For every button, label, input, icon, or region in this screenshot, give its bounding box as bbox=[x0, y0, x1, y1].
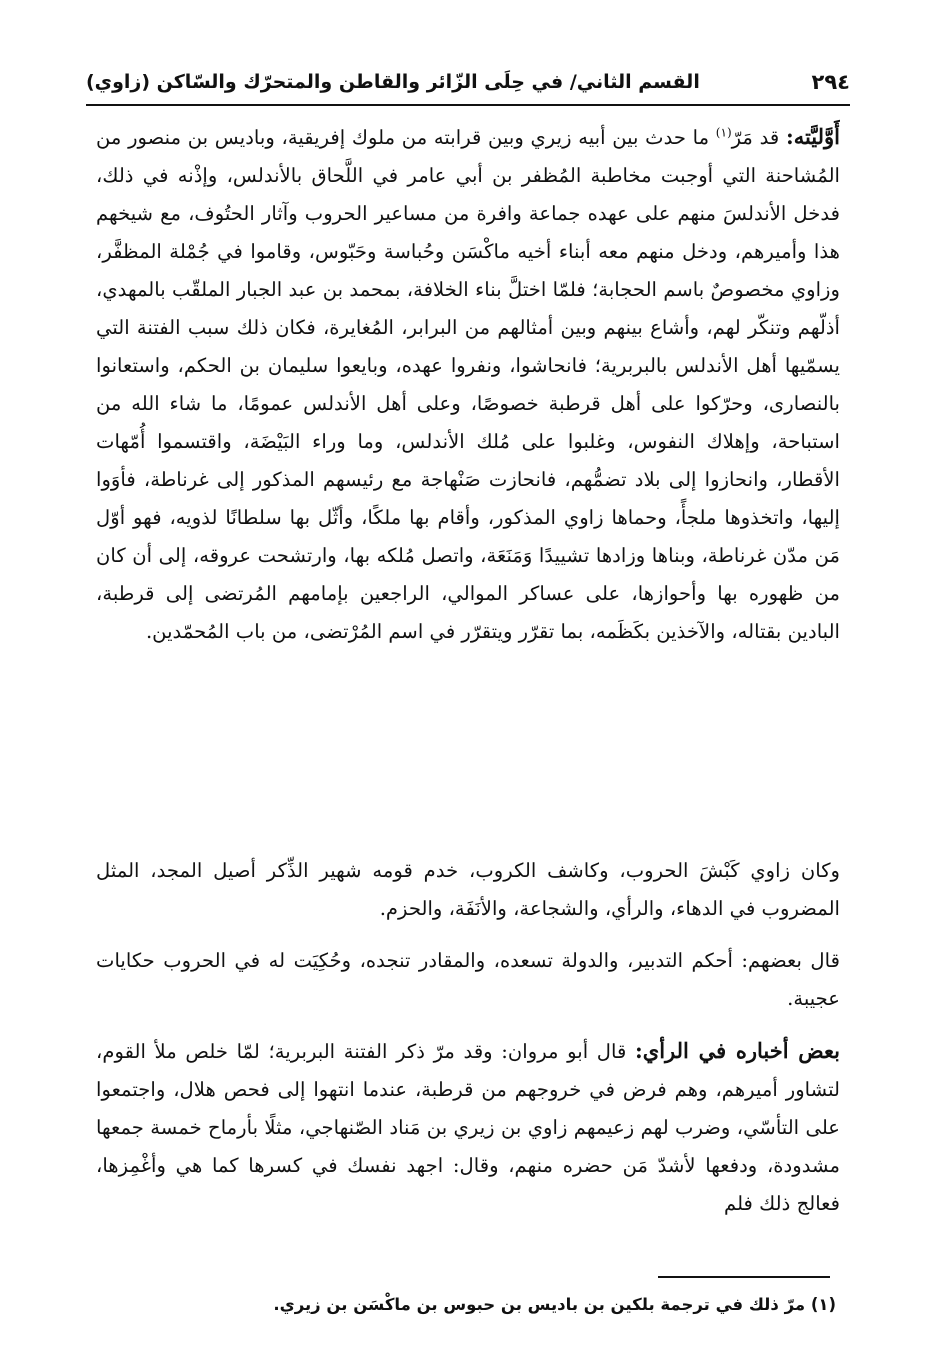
paragraph-text: قال أبو مروان: وقد مرّ ذكر الفتنة البربرية؛ لمّا خلص ملأ القوم، لتشاور أميرهم، وهم فرض في خروجهم من قرطبة، عندما انتهوا إلى فحص هلال، واجتمعوا على التأسّي، وضرب لهم زعيمهم زاوي بن زيري بن مَناد الصّنهاجي، مثلًا بأرماح خمسة جمعها مشدودة، ودفعها لأشدّ مَن حضره منهم، وقال: اجهد نفسك في كسرها كما هي وأغْمِزها، فعالج ذلك فلم bbox=[96, 1040, 840, 1215]
section-heading-news: بعض أخباره في الرأي: bbox=[635, 1038, 840, 1063]
footnote-marker: (١) bbox=[810, 1295, 836, 1314]
paragraph-text: ما حدث بين أبيه زيري وبين قرابته من ملوك إفريقية، وباديس بن منصور من المُشاحنة التي أوجبت مخاطبة المُظفر بن أبي عامر في اللَّحاق بالأندلس، وإذْنه في ذلك، فدخل الأندلسَ منهم على عهده جماعة وافرة من مساعير الحروب وآثار الحتُوف، مع شيخهم هذا وأميرهم، ودخل منهم معه أبناء أخيه ماكْسَن وحُباسة وحَبّوس، وقاموا في جُمْلة المظفَّر، وزاوي مخصوصٌ باسم الحجابة؛ فلمّا اختلَّ بناء الخلافة، بمحمد بن عبد الجبار الملقّب بالمهدي، أذلّهم وتنكّر لهم، وأشاع بينهم وبين أمثالهم من البرابر، المُغايرة، فكان ذلك سبب الفتنة التي يسمّيها أهل الأندلس بالبربرية؛ فانحاشوا، ونفروا عهده، وبايعوا سليمان بن الحكم، واستعانوا بالنصارى، وحرّكوا على أهل قرطبة خصوصًا، وعلى أهل الأندلس عمومًا، ما شاء الله من استباحة، وإهلاك النفوس، وغلبوا على مُلك الأندلس، وما وراء البَيْضَة، واقتسموا أُمّهات الأقطار، وانحازوا إلى بلاد تضمُّهم، فانحازت صَنْهاجة مع رئيسهم المذكور إلى غرناطة، فأوَوا إليها، واتخذوها ملجأً، وحماها زاوي المذكور، وأقام بها ملكًا، وأثّل بها سلطانًا لذويه، فهو أوّل مَن مدّن غرناطة، وبناها وزادها تشييدًا وَمَنَعَة، واتصل مُلكه بها، وارتشحت عروقه، إلى أن كان من ظهوره بها وأحوازها، على عساكر الموالي، الراجعين بإمامهم المُرتضى إلى قرطبة، البادين بقتاله، والآخذين بكَظَمه، بما تقرّر ويتقرّر في اسم المُرْتضى، من باب المُحمّدين. bbox=[96, 126, 840, 643]
running-title: القسم الثاني/ في حِلَى الزّائر والقاطن والمتحرّك والسّاكن (زاوي) bbox=[86, 71, 700, 93]
footnote bbox=[96, 1290, 836, 1320]
body-text bbox=[96, 118, 840, 1222]
paragraph-text: قال بعضهم: أحكم التدبير، والدولة تسعده، والمقادر تنجده، وحُكِيَت له في الحروب حكايات عجيبة. bbox=[96, 949, 840, 1010]
paragraph-quote bbox=[96, 942, 840, 1018]
paragraph-origins bbox=[96, 118, 840, 838]
page-number: ٢٩٤ bbox=[811, 70, 850, 94]
running-header bbox=[86, 64, 850, 100]
paragraph-text: وكان زاوي كَبْشَ الحروب، وكاشف الكروب، خدم قومه شهير الذِّكر أصيل المجد، المثل المضروب في الدهاء، والرأي، والشجاعة، والأنَفَة، والحزم. bbox=[96, 859, 840, 920]
paragraph-character bbox=[96, 852, 840, 928]
paragraph-news bbox=[96, 1032, 840, 1222]
footnote-reference[interactable]: (١) bbox=[715, 125, 732, 140]
header-rule bbox=[86, 104, 850, 106]
paragraph-text: قد مَرّ bbox=[731, 126, 786, 149]
section-heading-origins: أَوَّليَّته: bbox=[785, 124, 840, 149]
footnote-separator bbox=[658, 1276, 830, 1278]
footnote-text: مرّ ذلك في ترجمة بلكين بن باديس بن حبوس بن ماكْسَن بن زيري. bbox=[273, 1295, 806, 1314]
